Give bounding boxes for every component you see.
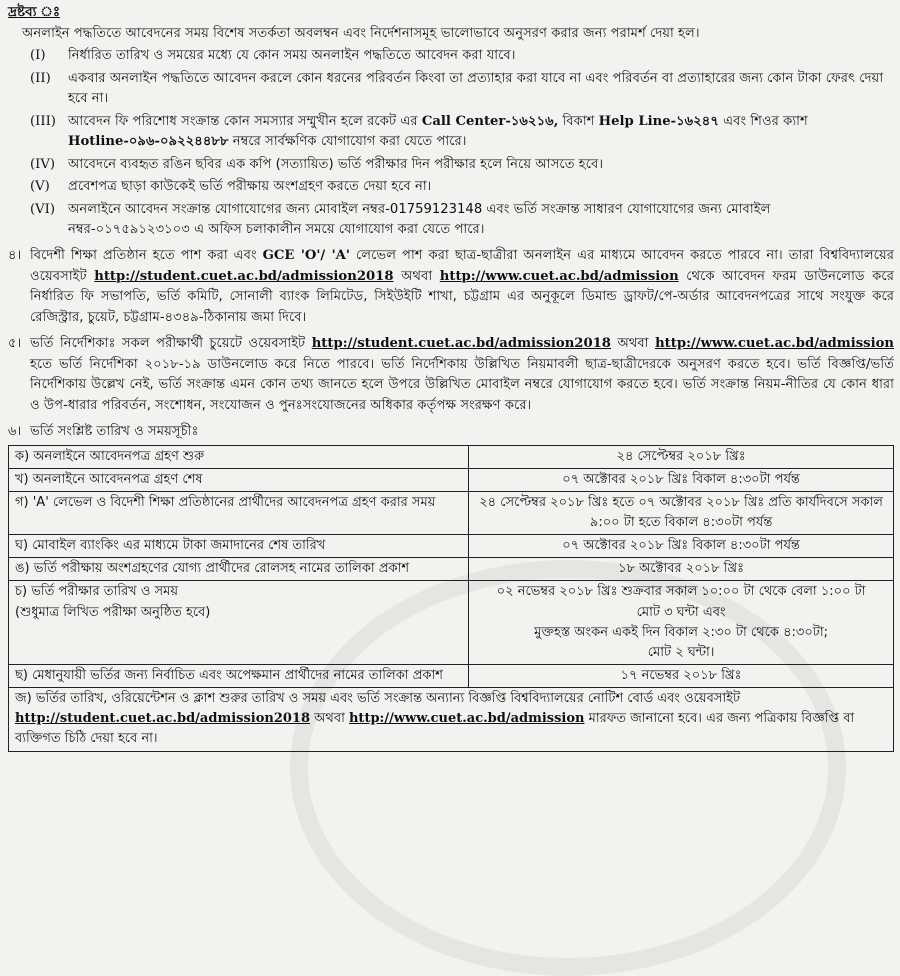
section-text-part: হতে ভর্তি নির্দেশিকা ২০১৮-১৯ ডাউনলোড করে নিতে পারবে। ভর্তি নির্দেশিকায় উল্লিখিত নিয়মাবলী ছাত্র-ছাত্রীদেরকে অনুসরণ করতে হবে। ভর্তি বিজ্ঞপ্তি/ভর্তি নির্দেশিকায় উল্লেখ নেই, ভর্তি সংক্রান্ত এমন কোন তথ্য জানতে হলে উপরে উল্লিখিত মোবাইল নম্বরে যোগাযোগ করতে হবে। ভর্তি সংক্রান্ত নিয়ম-নীতির যে কোন ধারা ও উপ-ধারার পরিবর্তন, সংশোধন, সংযোজন ও পুনঃসংযোজনের অধিকার কর্তৃপক্ষ সংরক্ষণ করে। <box>30 356 894 413</box>
note-number: (II) <box>30 70 51 86</box>
section-5 <box>8 334 894 416</box>
exam-date-label: চ) ভর্তি পরীক্ষার তারিখ ও সময় <box>15 584 179 600</box>
section-text-part: ভর্তি নির্দেশিকাঃ সকল পরীক্ষার্থী চুয়েটে ওয়েবসাইট <box>30 336 306 352</box>
section-number: ৫। <box>8 336 22 352</box>
schedule-title: ভর্তি সংশ্লিষ্ট তারিখ ও সময়সূচীঃ <box>30 424 199 440</box>
note-number: (III) <box>30 113 56 129</box>
section-number: ৪। <box>8 248 22 264</box>
note-item <box>30 155 894 175</box>
note-text: একবার অনলাইন পদ্ধতিতে আবেদন করলে কোন ধরনের পরিবর্তন কিংবা তা প্রত্যাহার করা যাবে না এবং পরিবর্তন বা প্রত্যাহারের জন্য কোন টাকা ফেরৎ দেয়া হবে না। <box>68 70 884 107</box>
section-number: ৬। <box>8 424 22 440</box>
cuet-admission-link[interactable]: http://www.cuet.ac.bd/admission <box>655 336 894 352</box>
schedule-value: ০৭ অক্টোবর ২০১৮ খ্রিঃ বিকাল ৪:৩০টা পর্যন্ত <box>469 535 894 558</box>
note-text <box>68 112 894 153</box>
intro-paragraph: অনলাইন পদ্ধতিতে আবেদনের সময় বিশেষ সতর্কতা অবলম্বন এবং নির্দেশনাসমূহ ভালোভাবে অনুসরণ করার জন্য পরামর্শ দেয়া হল। <box>22 25 700 41</box>
schedule-value: ২৪ সেপ্টেম্বর ২০১৮ খ্রিঃ হতে ০৭ অক্টোবর ২০১৮ খ্রিঃ প্রতি কার্যদিবসে সকাল ৯:০০ টা হতে বিকাল ৪:৩০টা পর্যন্ত <box>469 491 894 534</box>
schedule-label: ক) অনলাইনে আবেদনপত্র গ্রহণ শুরু <box>9 445 469 468</box>
section-text-part: লেভেল পাশ করা ছাত্র-ছাত্রীরা অনলাইন এর মাধ্যমে আবেদন করতে পারবে না। তারা বিশ্ববিদ্যালয়ের ওয়েবসাইট <box>30 248 894 284</box>
section-text <box>30 334 894 416</box>
exam-drawing-time: মুক্তহস্ত অংকন একই দিন বিকাল ২:৩০ টা থেকে ৪:৩০টা; <box>534 624 829 640</box>
exam-written-time: ০২ নভেম্বর ২০১৮ খ্রিঃ শুক্রবার সকাল ১০:০০ টা থেকে বেলা ১:০০ টা <box>496 584 866 600</box>
note-text-part: এবং শিওর ক্যাশ <box>723 113 808 129</box>
exam-note: (শুধুমাত্র লিখিত পরীক্ষা অনুষ্ঠিত হবে) <box>15 604 211 620</box>
table-row <box>9 491 894 534</box>
student-admission-link[interactable]: http://student.cuet.ac.bd/admission2018 <box>311 336 611 352</box>
section-text <box>30 246 894 328</box>
note-text: অনলাইনে আবেদন সংক্রান্ত যোগাযোগের জন্য মোবাইল নম্বর-01759123148 এবং ভর্তি সংক্রান্ত সাধারণ যোগাযোগের জন্য মোবাইল নম্বর-০১৭৫৯১২৩১০৩ এ অফিস চলাকালীন সময়ে যোগাযোগ করা যেতে পারে। <box>68 201 771 237</box>
schedule-label <box>9 581 469 665</box>
call-center-number: Call Center-১৬২১৬, <box>421 113 559 129</box>
note-item <box>30 69 894 110</box>
note-number: (I) <box>30 48 46 64</box>
schedule-label: গ) 'A' লেভেল ও বিদেশী শিক্ষা প্রতিষ্ঠানের প্রার্থীদের আবেদনপত্র গ্রহণ করার সময় <box>9 491 469 534</box>
schedule-label: ঙ) ভর্তি পরীক্ষায় অংশগ্রহণের যোগ্য প্রার্থীদের রোলসহ নামের তালিকা প্রকাশ <box>9 558 469 581</box>
section-6 <box>8 422 894 442</box>
exam-drawing-duration: মোট ২ ঘন্টা। <box>647 644 715 660</box>
final-note-text: মারফত জানানো হবে। এর জন্য পত্রিকায় বিজ্ঞপ্তি বা ব্যক্তিগত চিঠি দেয়া হবে না। <box>15 711 855 747</box>
note-number: (VI) <box>30 201 56 217</box>
final-note-text: জ) ভর্তির তারিখ, ওরিয়েন্টেশন ও ক্লাশ শুরুর তারিখ ও সময় এবং ভর্তি সংক্রান্ত অন্যান্য বিজ্ঞপ্তি বিশ্ববিদ্যালয়ের নোটিশ বোর্ড এবং ওয়েবসাইট <box>15 691 741 707</box>
table-row <box>9 664 894 687</box>
schedule-label: ছ) মেধানুযায়ী ভর্তির জন্য নির্বাচিত এবং অপেক্ষমান প্রার্থীদের নামের তালিকা প্রকাশ <box>9 664 469 687</box>
note-heading: দ্রষ্টব্য ঃ <box>8 4 61 20</box>
schedule-value: ২৪ সেপ্টেম্বর ২০১৮ খ্রিঃ <box>469 445 894 468</box>
final-note <box>9 688 894 751</box>
or-text: অথবা <box>401 268 433 284</box>
hotline-number: Hotline-০৯৬-০৯২২৪৪৮৮ <box>68 134 229 150</box>
table-row <box>9 581 894 665</box>
note-item <box>30 200 894 241</box>
note-text: নির্ধারিত তারিখ ও সময়ের মধ্যে যে কোন সময় অনলাইন পদ্ধতিতে আবেদন করা যাবে। <box>68 48 516 64</box>
table-row <box>9 468 894 491</box>
section-text-part: থেকে আবেদন ফরম ডাউনলোড করে নির্ধারিত ফি সভাপতি, ভর্তি কমিটি, সোনালী ব্যাংক লিমিটেড, সিইউইটি শাখা, চট্টগ্রাম এর অনুকূলে ডিমান্ড ড্রাফট/পে-অর্ডার আবেদনপত্রের সাথে সংযুক্ত করে রেজিস্ট্রার, চুয়েট, চট্টগ্রাম-৪৩৪৯-ঠিকানায় জমা দিবে। <box>30 268 894 325</box>
note-text: প্রবেশপত্র ছাড়া কাউকেই ভর্তি পরীক্ষায় অংশগ্রহণ করতে দেয়া হবে না। <box>68 179 432 195</box>
table-row <box>9 535 894 558</box>
table-row <box>9 558 894 581</box>
note-number: (IV) <box>30 156 56 172</box>
schedule-table <box>8 445 894 752</box>
note-text-part: আবেদন ফি পরিশোধ সংক্রান্ত কোন সমস্যার সম্মুখীন হলে রকেট এর <box>68 113 418 129</box>
schedule-value: ১৮ অক্টোবর ২০১৮ খ্রিঃ <box>469 558 894 581</box>
exam-written-duration: মোট ৩ ঘন্টা এবং <box>636 604 726 620</box>
student-admission-link[interactable]: http://student.cuet.ac.bd/admission2018 <box>94 268 394 284</box>
gce-level-label: GCE 'O'/ 'A' <box>262 248 350 264</box>
note-text-part: বিকাশ <box>562 113 595 129</box>
schedule-value <box>469 581 894 665</box>
note-text: আবেদনে ব্যবহৃত রঙিন ছবির এক কপি (সত্যায়িত) ভর্তি পরীক্ষার দিন পরীক্ষার হলে নিয়ে আসতে হবে। <box>68 156 604 172</box>
schedule-value: ১৭ নভেম্বর ২০১৮ খ্রিঃ <box>469 664 894 687</box>
schedule-value: ০৭ অক্টোবর ২০১৮ খ্রিঃ বিকাল ৪:৩০টা পর্যন্ত <box>469 468 894 491</box>
table-row <box>9 688 894 751</box>
cuet-admission-link[interactable]: http://www.cuet.ac.bd/admission <box>439 268 679 284</box>
schedule-label: ঘ) মোবাইল ব্যাংকিং এর মাধ্যমে টাকা জমাদানের শেষ তারিখ <box>9 535 469 558</box>
or-text: অথবা <box>617 336 649 352</box>
cuet-admission-link[interactable]: http://www.cuet.ac.bd/admission <box>348 711 585 727</box>
or-text: অথবা <box>314 711 345 727</box>
table-row <box>9 445 894 468</box>
note-text-part: নম্বরে সার্বক্ষণিক যোগাযোগ করা যেতে পারে। <box>232 134 467 150</box>
section-4 <box>8 246 894 328</box>
note-item <box>30 177 894 197</box>
note-number: (V) <box>30 179 50 195</box>
note-item <box>30 112 894 153</box>
section-text-part: বিদেশী শিক্ষা প্রতিষ্ঠান হতে পাশ করা এবং <box>30 248 257 264</box>
note-item <box>30 46 894 66</box>
schedule-label: খ) অনলাইনে আবেদনপত্র গ্রহণ শেষ <box>9 468 469 491</box>
student-admission-link[interactable]: http://student.cuet.ac.bd/admission2018 <box>15 711 311 727</box>
help-line-number: Help Line-১৬২৪৭ <box>598 113 719 129</box>
